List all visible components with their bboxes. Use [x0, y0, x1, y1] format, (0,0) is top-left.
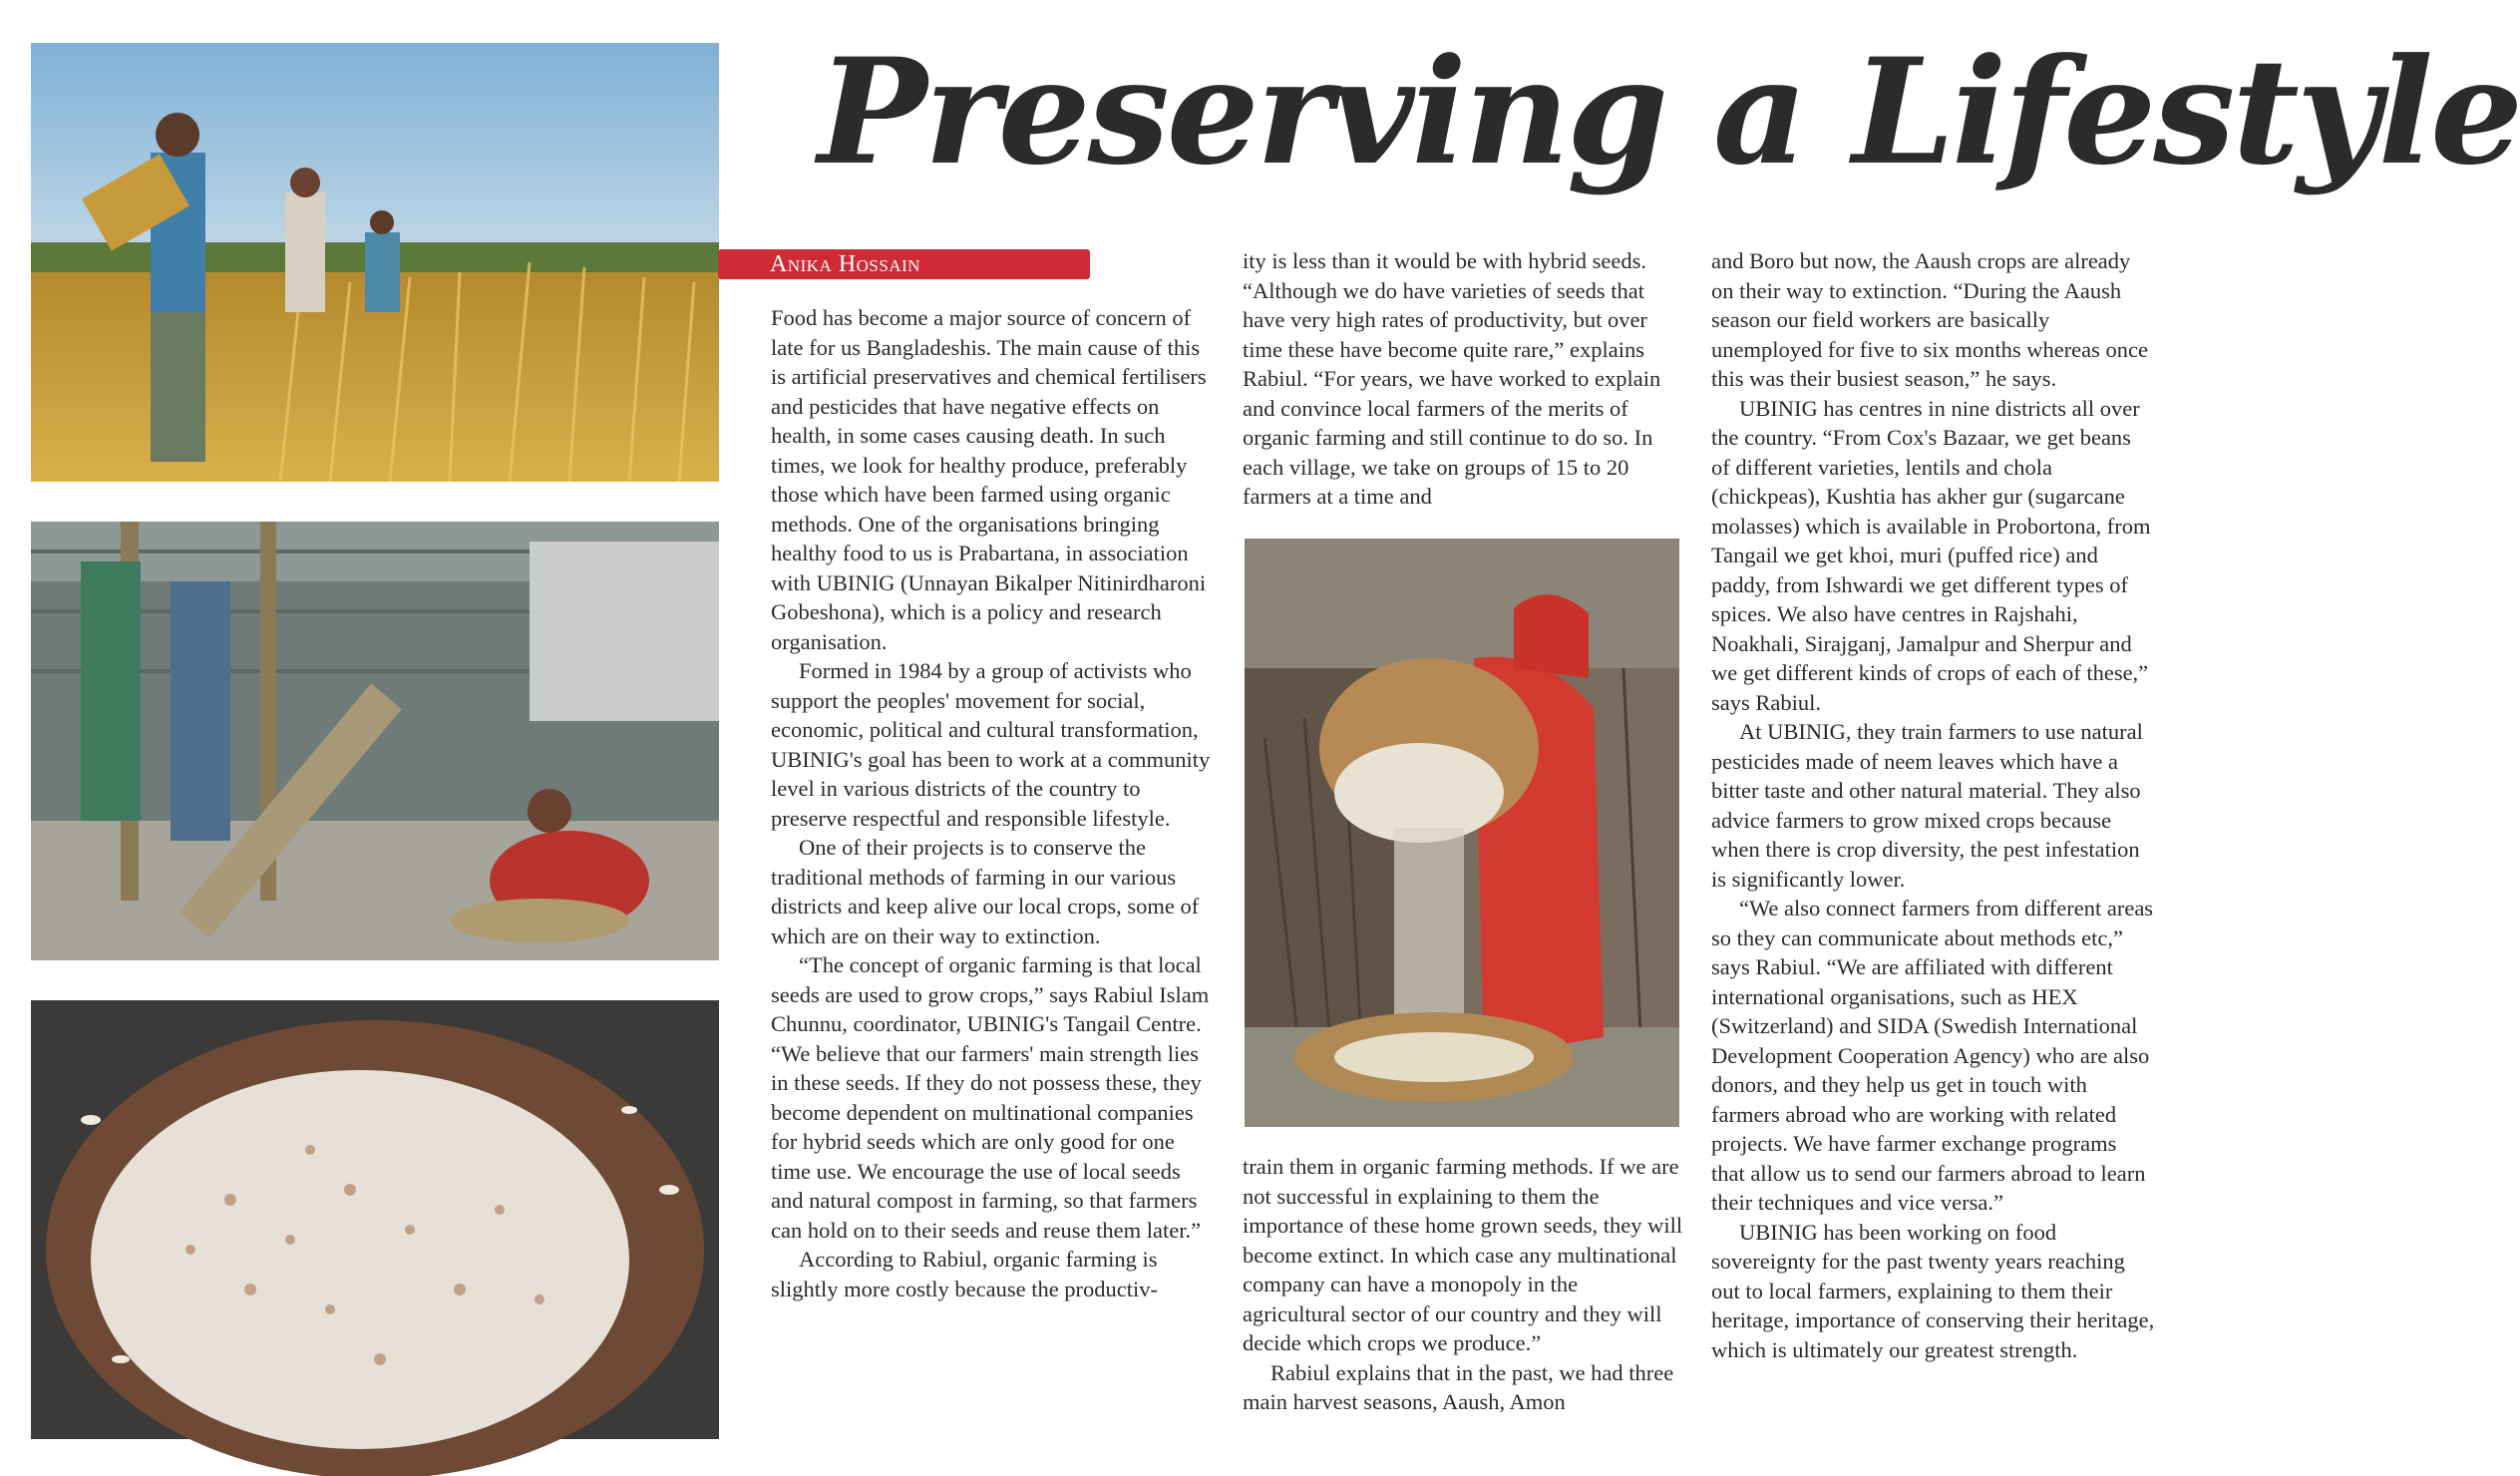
paragraph: At UBINIG, they train farmers to use natural pesticides made of neem leaves which have a bitter taste and other natural material. They also advice farmers to grow mixed crops because when there is crop diversity, the pest infestation is significantly lower.	[1711, 719, 2143, 892]
paragraph: train them in organic farming methods. If we are not successful in explaining to them the importance of these home grown seeds, they will become extinct. In which case any multinational company can have a monopoly in the agricultural sector of our country and they will decide which crops we produce.”	[1243, 1154, 1683, 1355]
article-column-2-bottom	[1243, 1152, 1686, 1417]
paragraph: ity is less than it would be with hybrid seeds. “Although we do have varieties of seeds that have very high rates of productivity, but over time these have become quite rare,” explains Rabiul. “For years, we have worked to explain and convince local farmers of the merits of organic farming and still continue to do so. In each village, we take on groups of 15 to 20 farmers at a time and	[1243, 248, 1661, 509]
photo-rice-harvest	[31, 43, 719, 482]
paragraph: UBINIG has been working on food sovereignty for the past twenty years reaching out to local farmers, explaining to them their heritage, importance of conserving their heritage, which is ultimately our greatest strength.	[1711, 1219, 2155, 1362]
article-column-1	[771, 303, 1215, 1303]
paragraph: Rabiul explains that in the past, we had three main harvest seasons, Aaush, Amon	[1243, 1359, 1674, 1414]
paragraph: “The concept of organic farming is that local seeds are used to grow crops,” says Rabiul Islam Chunnu, coordinator, UBINIG's Tangail Centre. “We believe that our farmers' main strength lies in these seeds. If they do not possess these, they become dependent on multinational companies for hybrid seeds which are only good for one time use. We encourage the use of local seeds and natural compost in farming, so that farmers can hold on to their seeds and reuse them later.”	[771, 952, 1210, 1243]
paragraph: UBINIG has centres in nine districts all over the country. “From Cox's Bazaar, we get beans of different varieties, lentils and chola (chickpeas), Kushtia has akher gur (sugarcane molasses) which is available in Probortona, from Tangail we get khoi, muri (puffed rice) and paddy, from Ishwardi we get different types of spices. We also have centres in Rajshahi, Noakhali, Sirajganj, Jamalpur and Sherpur and we get different kinds of crops of each of these,” says Rabiul.	[1711, 395, 2151, 715]
author-byline: Anika Hossain	[770, 251, 921, 277]
article-title: Preserving a Lifestyle	[818, 27, 2520, 197]
paragraph: According to Rabiul, organic farming is slightly more costly because the productiv-	[771, 1247, 1159, 1301]
photo-woman-winnowing	[1245, 539, 1679, 1127]
photo-threshing-shed	[31, 522, 719, 960]
paragraph: and Boro but now, the Aaush crops are already on their way to extinction. “During the Aaush season our field workers are basically unemployed for five to six months whereas once this was their busiest season,” he says.	[1711, 248, 2149, 391]
article-column-3	[1711, 246, 2155, 1364]
article-column-2-top	[1243, 246, 1686, 512]
paragraph: Formed in 1984 by a group of activists who support the peoples' movement for social, economic, political and cultural transformation, UBINIG's goal has been to work at a community level in various districts of the country to preserve respectful and responsible lifestyle.	[771, 658, 1211, 831]
paragraph: Food has become a major source of concern of late for us Bangladeshis. The main cause of this is artificial preservatives and chemical fertilisers and pesticides that have negative effects on health, in some cases causing death. In such times, we look for healthy produce, preferably those which have been farmed using organic methods. One of the organisations bringing healthy food to us is Prabartana, in association with UBINIG (Unnayan Bikalper Nitinirdharoni Gobeshona), which is a policy and research organisation.	[771, 305, 1207, 654]
paragraph: “We also connect farmers from different areas so they can communicate about methods etc,” says Rabiul. “We are affiliated with different international organisations, such as HEX (Switzerland) and SIDA (Swedish International Development Cooperation Agency) who are also donors, and they help us get in touch with farmers abroad who are working with related projects. We have farmer exchange programs that allow us to send our farmers abroad to learn their techniques and vice versa.”	[1711, 896, 2154, 1215]
photo-puffed-rice-hands	[31, 1000, 719, 1439]
paragraph: One of their projects is to conserve the traditional methods of farming in our various districts and keep alive our local crops, some of which are on their way to extinction.	[771, 835, 1200, 948]
